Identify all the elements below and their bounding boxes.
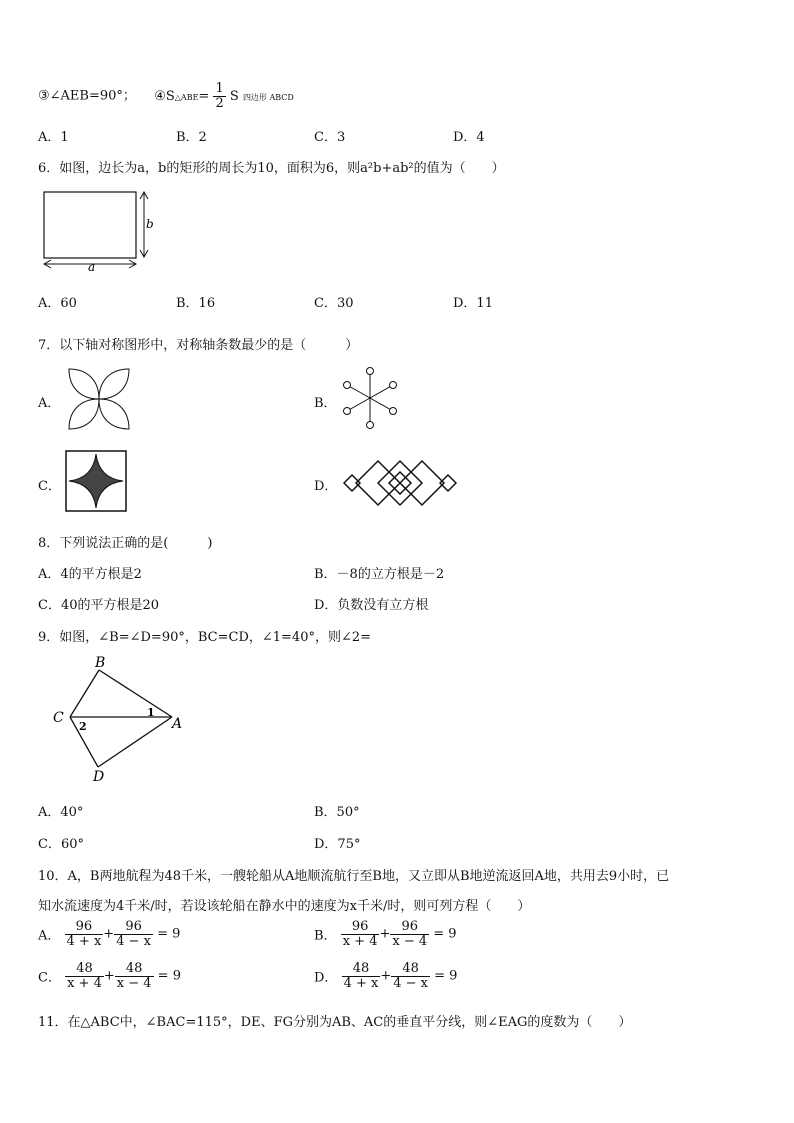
q9-option-b[interactable]: B．50° [314, 805, 360, 820]
q6-label-a: a [88, 260, 96, 274]
q11-stem: 11．在△ABC中，∠BAC=115°，DE、FG分别为AB、AC的垂直平分线，则∠EAG的度数为（ ） [38, 1015, 632, 1030]
q6-option-a[interactable]: A．60 [38, 296, 77, 311]
q7-option-a[interactable]: A． [38, 396, 61, 411]
q8-stem: 8．下列说法正确的是( ) [38, 536, 213, 551]
q5-stmt4: ④S△ABE= $\frac{1}{2}$ S 四边形 ABCD [154, 81, 294, 111]
q7-figure-a-petals [66, 366, 132, 432]
q5-fraction: $\frac{1}{2}$ [215, 81, 224, 111]
q5-statements [38, 82, 294, 110]
q10-stem-line1: 10．A，B两地航程为48千米，一艘轮船从A地顺流航行至B地，又立即从B地逆流返回A地，共用去9小时，已 [38, 869, 670, 884]
q10-option-d[interactable]: D． $\frac{48}{4 + x}$ + $\frac{48}{4 - x}$ = 9 [314, 961, 458, 991]
q7-stem: 7．以下轴对称图形中，对称轴条数最少的是（ ） [38, 338, 359, 353]
q6-label-b: b [146, 217, 154, 231]
q7-option-b[interactable]: B． [314, 396, 337, 411]
q10-option-a[interactable]: A． $\frac{96}{4 + x}$ + $\frac{96}{4 - x}$ = 9 [38, 919, 181, 949]
q7-figure-d-knot [342, 458, 462, 508]
q5-option-a[interactable]: A．1 [38, 130, 69, 145]
q6-rectangle-figure [40, 188, 160, 273]
q9-option-c[interactable]: C．60° [38, 837, 84, 852]
q5-option-b[interactable]: B．2 [176, 130, 207, 145]
q7-figure-b-star [338, 366, 402, 430]
q9-angle-2: 2 [79, 720, 87, 733]
q5-option-c[interactable]: C．3 [314, 130, 346, 145]
q9-label-a: A [172, 716, 183, 732]
q7-option-c[interactable]: C． [38, 479, 61, 494]
q10-option-c[interactable]: C． $\frac{48}{x + 4}$ + $\frac{48}{x - 4}$ = 9 [38, 961, 181, 991]
q9-option-a[interactable]: A．40° [38, 805, 84, 820]
q10-option-b[interactable]: B． $\frac{96}{x + 4}$ + $\frac{96}{x - 4}$ = 9 [314, 919, 457, 949]
q8-option-a[interactable]: A．4的平方根是2 [38, 567, 142, 582]
q9-kite-figure [50, 654, 200, 784]
q5-stmt3: ③∠AEB=90°； [38, 88, 136, 104]
q10-stem-line2: 知水流速度为4千米/时，若设该轮船在静水中的速度为x千米/时，则可列方程（ ） [38, 899, 531, 914]
q9-option-d[interactable]: D．75° [314, 837, 361, 852]
q7-option-d[interactable]: D． [314, 479, 338, 494]
q9-stem: 9．如图，∠B=∠D=90°，BC=CD，∠1=40°，则∠2= [38, 630, 372, 645]
q6-option-c[interactable]: C．30 [314, 296, 354, 311]
q9-angle-1: 1 [147, 706, 155, 719]
q8-option-b[interactable]: B．－8的立方根是－2 [314, 567, 445, 582]
q5-option-d[interactable]: D．4 [453, 130, 485, 145]
q6-option-b[interactable]: B．16 [176, 296, 216, 311]
q8-option-d[interactable]: D．负数没有立方根 [314, 598, 429, 613]
q6-stem: 6．如图，边长为a，b的矩形的周长为10，面积为6，则a²b+ab²的值为（ ） [38, 161, 505, 176]
q9-label-b: B [95, 655, 106, 671]
q7-figure-c-curved-star [64, 449, 128, 513]
q9-label-c: C [53, 710, 64, 726]
q6-option-d[interactable]: D．11 [453, 296, 493, 311]
q9-label-d: D [93, 769, 105, 785]
q8-option-c[interactable]: C．40的平方根是20 [38, 598, 160, 613]
